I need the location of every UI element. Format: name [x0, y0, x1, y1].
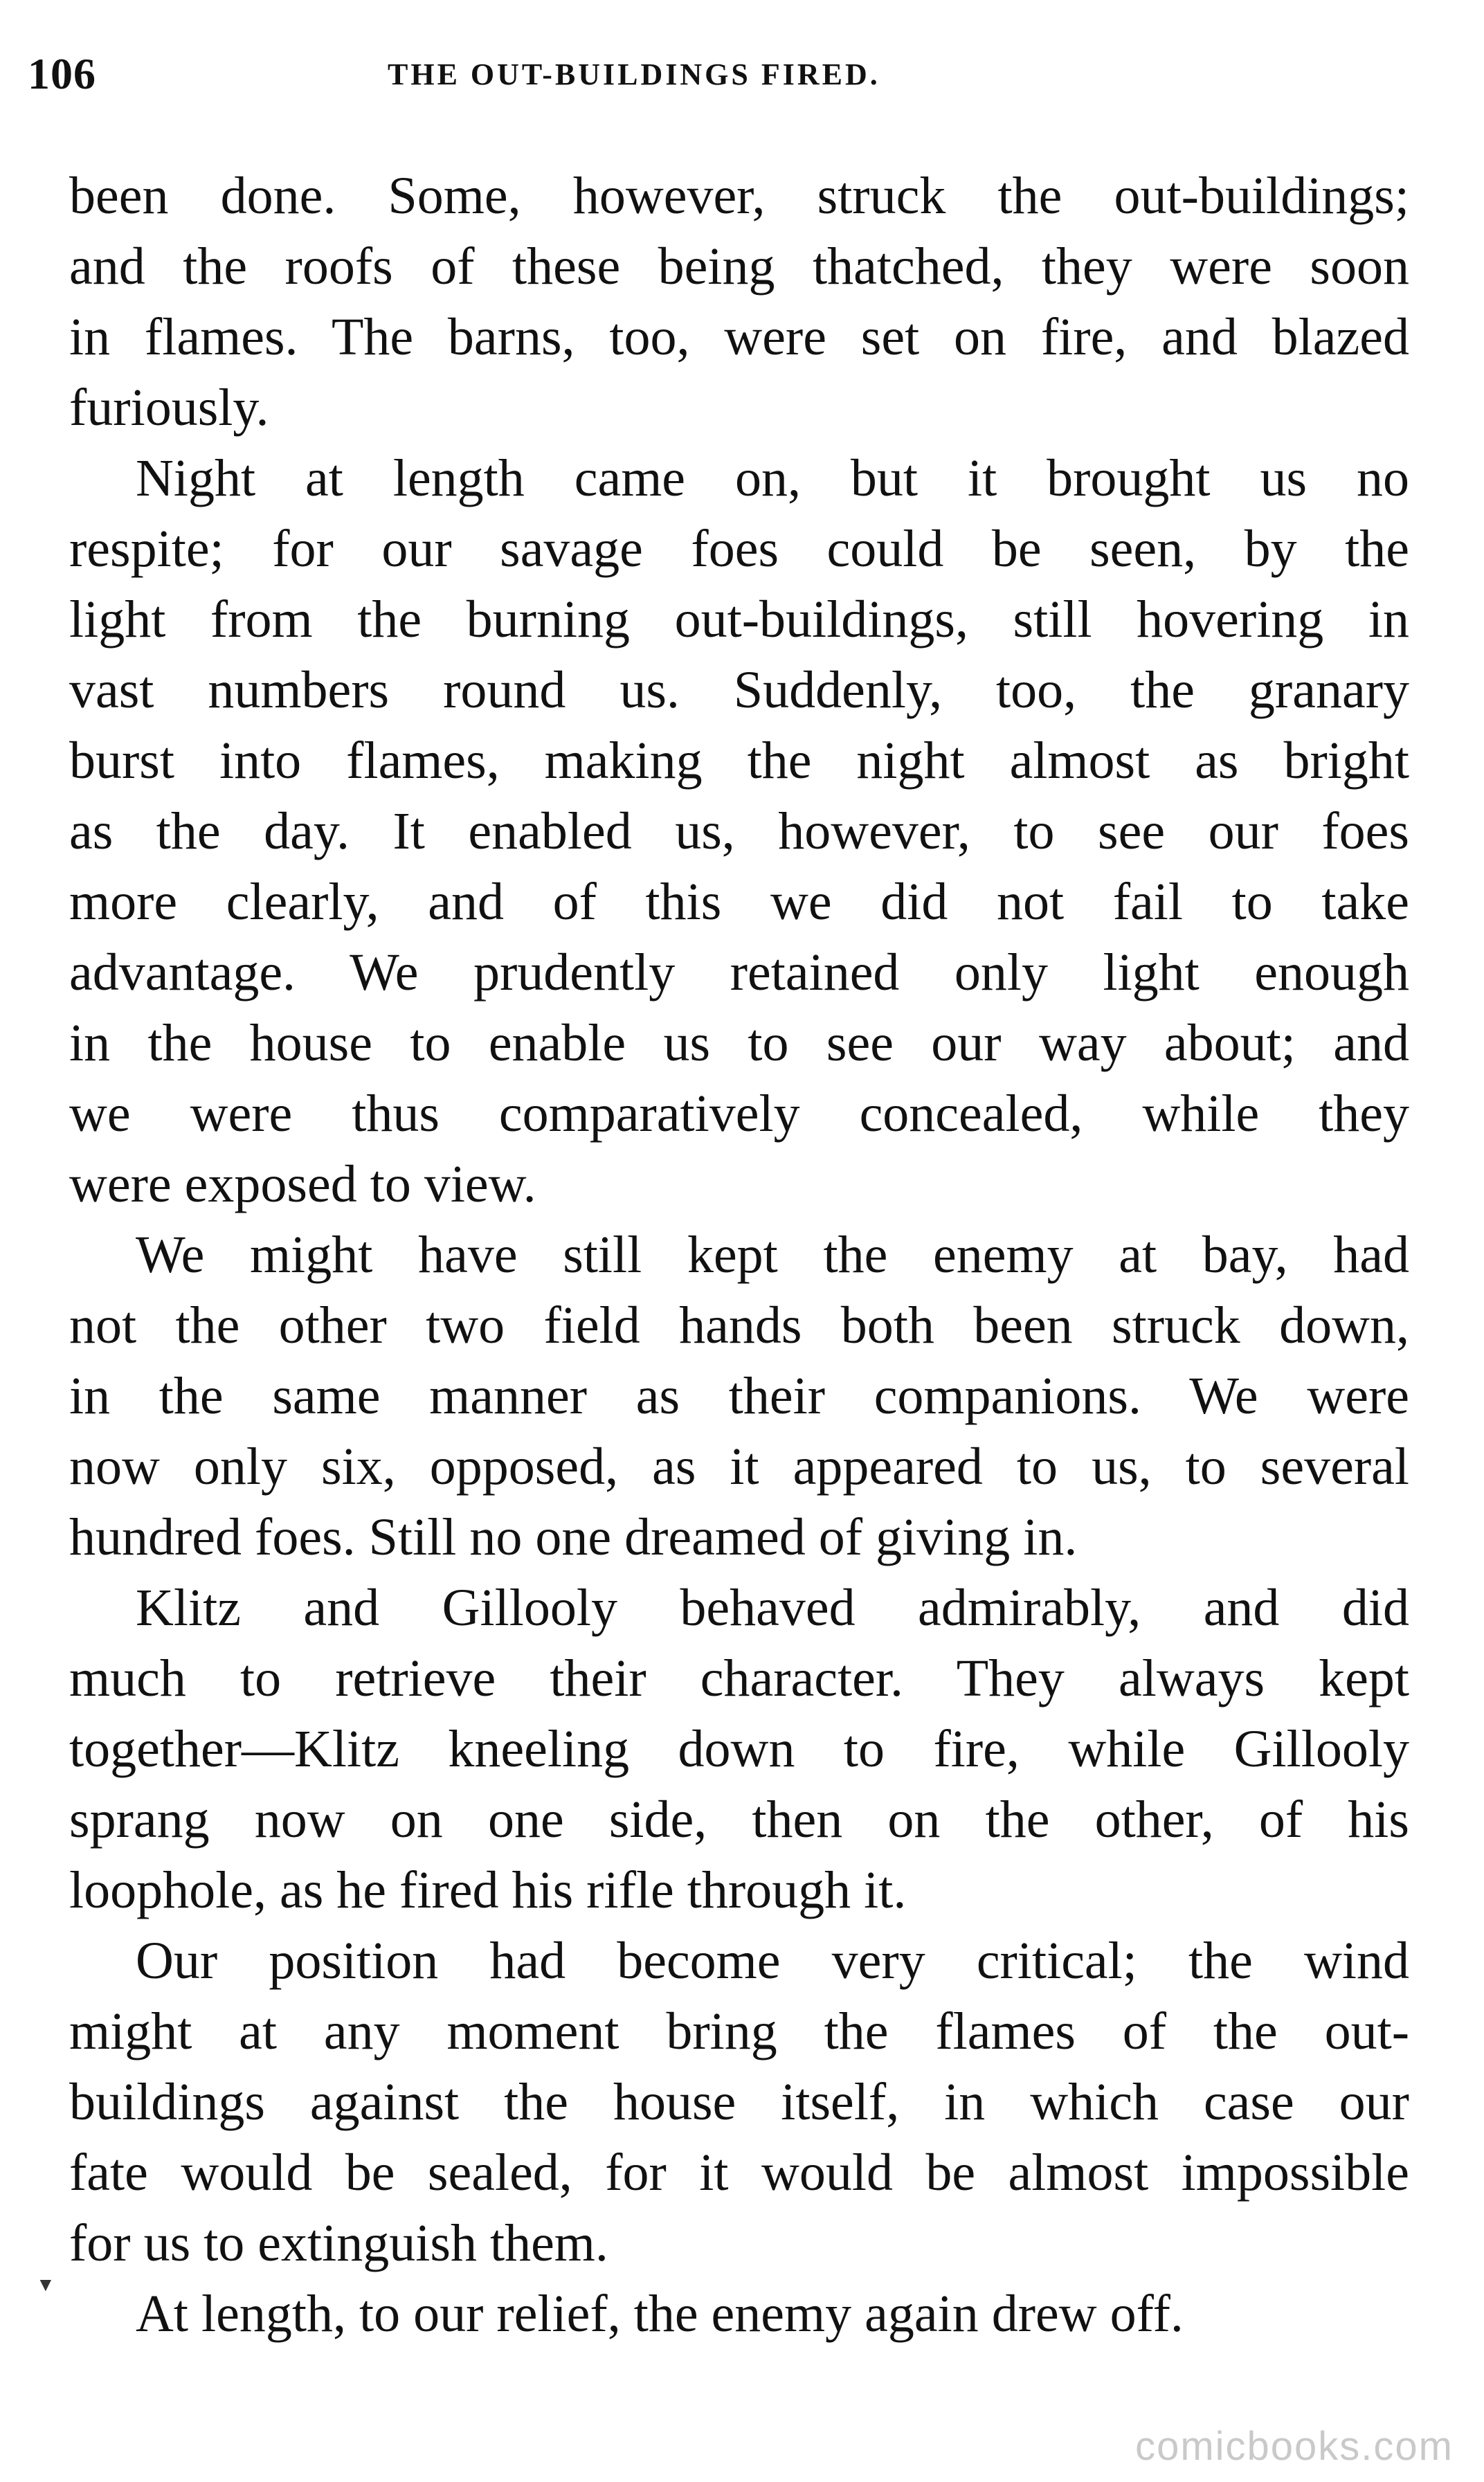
text-line: in the house to enable us to see our way about; and — [69, 1014, 1409, 1072]
watermark: comicbooks.com — [1135, 2424, 1454, 2469]
running-title: THE OUT-BUILDINGS FIRED. — [388, 57, 880, 91]
text-line: much to retrieve their character. They always kept — [69, 1649, 1409, 1707]
body-text — [69, 161, 1409, 2349]
text-line: in flames. The barns, too, were set on fire, and blazed — [69, 308, 1409, 366]
text-line: and the roofs of these being thatched, they were soon — [69, 237, 1409, 296]
text-line: we were thus comparatively concealed, while they — [69, 1085, 1409, 1143]
text-line: Night at length came on, but it brought us no — [136, 449, 1409, 507]
text-line: not the other two field hands both been struck down, — [69, 1296, 1409, 1355]
text-line: been done. Some, however, struck the out-buildings; — [69, 167, 1409, 225]
text-line: were exposed to view. — [69, 1155, 536, 1213]
text-line: now only six, opposed, as it appeared to us, to several — [69, 1438, 1409, 1496]
text-line: more clearly, and of this we did not fail to take — [69, 873, 1409, 931]
print-speck-mark: ▼ — [36, 2274, 55, 2296]
text-line: Klitz and Gillooly behaved admirably, and did — [136, 1579, 1409, 1637]
text-line: At length, to our relief, the enemy again drew off. — [136, 2285, 1184, 2343]
text-line: sprang now on one side, then on the other, of his — [69, 1791, 1409, 1849]
text-line: respite; for our savage foes could be seen, by the — [69, 520, 1409, 578]
text-line: We might have still kept the enemy at bay, had — [136, 1226, 1409, 1284]
text-line: hundred foes. Still no one dreamed of giving in. — [69, 1508, 1078, 1566]
text-line: advantage. We prudently retained only light enough — [69, 943, 1409, 1002]
text-line: as the day. It enabled us, however, to see our foes — [69, 802, 1409, 860]
text-line: light from the burning out-buildings, still hovering in — [69, 590, 1409, 649]
page-number: 106 — [28, 49, 96, 98]
text-line: buildings against the house itself, in which case our — [69, 2073, 1409, 2131]
text-line: fate would be sealed, for it would be almost impossible — [69, 2144, 1409, 2202]
text-line: vast numbers round us. Suddenly, too, the granary — [69, 661, 1409, 719]
running-head — [28, 48, 1412, 111]
text-line: furiously. — [69, 379, 269, 437]
text-line: for us to extinguish them. — [69, 2214, 608, 2272]
text-line: loophole, as he fired his rifle through it. — [69, 1861, 907, 1919]
text-line: together—Klitz kneeling down to fire, while Gillooly — [69, 1720, 1409, 1778]
text-line: Our position had become very critical; the wind — [136, 1932, 1409, 1990]
text-line: might at any moment bring the flames of the out- — [69, 2002, 1409, 2060]
text-line: in the same manner as their companions. We were — [69, 1367, 1409, 1425]
text-line: burst into flames, making the night almost as bright — [69, 732, 1409, 790]
